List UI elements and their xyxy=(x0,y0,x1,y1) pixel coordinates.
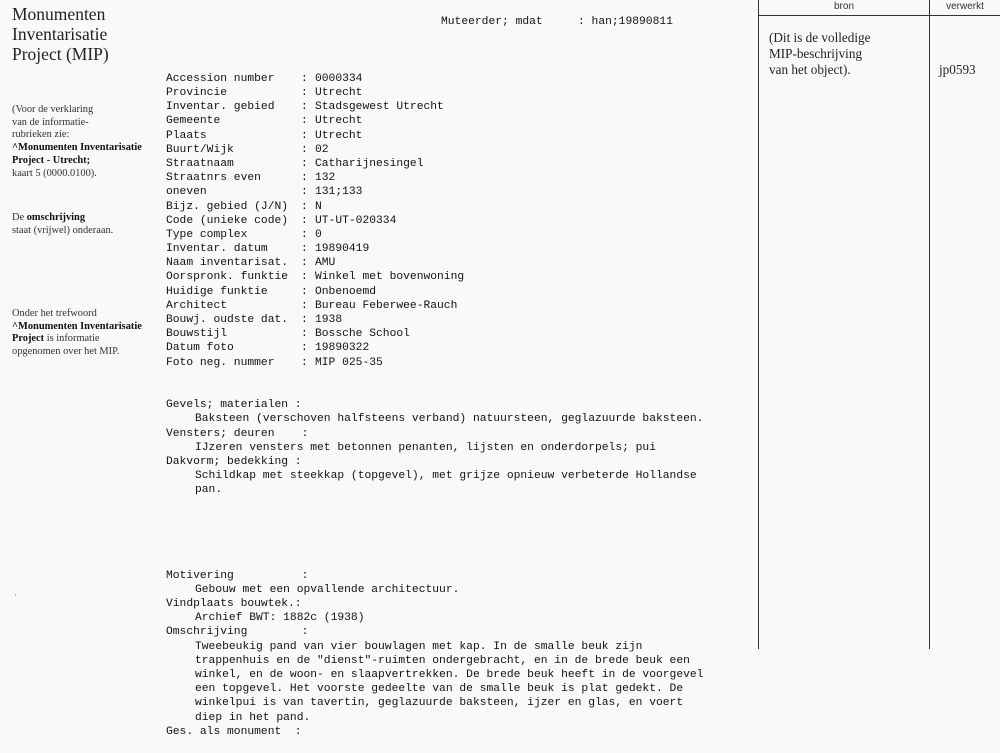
record-field-row xyxy=(166,114,756,128)
record-field-row xyxy=(166,72,756,86)
note-keyword: ^Monumenten Inventarisatie xyxy=(12,320,142,332)
section-label: Dakvorm; bedekking : xyxy=(166,455,302,468)
field-separator: : xyxy=(301,314,308,326)
section-text-line: diep in het pand. xyxy=(195,711,311,724)
note-text: De xyxy=(12,212,27,223)
field-value: MIP 025-35 xyxy=(315,356,383,369)
note-line: rubrieken zie: xyxy=(12,129,70,141)
field-label: oneven xyxy=(166,186,207,199)
record-sections-description xyxy=(166,569,756,739)
field-value: 132 xyxy=(315,172,336,185)
field-value: Utrecht xyxy=(315,115,363,128)
record-field-row xyxy=(166,185,756,199)
page-title xyxy=(12,4,162,64)
field-value: 0 xyxy=(315,228,322,241)
bron-line: van het object). xyxy=(769,61,851,77)
field-value: Onbenoemd xyxy=(315,285,377,298)
record-field-row xyxy=(166,171,756,185)
title-line: Project (MIP) xyxy=(12,44,109,64)
section-label: Omschrijving : xyxy=(166,626,309,639)
field-value: Catharijnesingel xyxy=(315,157,424,170)
section-text-line: Tweebeukig pand van vier bouwlagen met kap. In de smalle beuk zijn xyxy=(195,640,643,653)
bron-line: (Dit is de volledige xyxy=(769,30,871,45)
field-label: Oorspronk. funktie xyxy=(166,271,289,284)
field-value: N xyxy=(315,200,322,213)
verwerkt-value: jp0593 xyxy=(939,62,976,77)
field-label: Type complex xyxy=(166,228,248,241)
field-separator: : xyxy=(301,257,308,270)
field-separator: : xyxy=(301,129,308,142)
field-value: Bossche School xyxy=(315,328,410,341)
title-line: Monumenten xyxy=(12,4,106,24)
field-label: Gemeente xyxy=(166,115,221,128)
record-field-row xyxy=(166,86,756,100)
scan-speck: · xyxy=(14,590,17,600)
field-separator: : xyxy=(301,271,308,284)
field-value: 1938 xyxy=(315,314,343,326)
section-text-line: winkel, en de woon- en slaapvertrekken. De brede beuk heeft in de voorgevel xyxy=(195,669,704,681)
field-value: Winkel met bovenwoning xyxy=(315,271,465,284)
mip-record xyxy=(166,15,756,753)
note-line: Onder het trefwoord xyxy=(12,308,97,319)
record-field-row xyxy=(166,341,756,355)
field-label: Accession number xyxy=(166,72,275,85)
field-separator: : xyxy=(301,72,308,85)
muteerder-label: Muteerder; mdat xyxy=(441,16,543,28)
field-separator: : xyxy=(301,342,308,355)
bron-line: MIP-beschrijving xyxy=(769,45,863,61)
note-keyword: Project xyxy=(12,333,45,345)
field-label: Straatnaam xyxy=(166,157,234,170)
field-label: Provincie xyxy=(166,87,228,99)
section-text-line: winkelpui is van tavertin, geglazuurde baksteen, ijzer en glas, en voert xyxy=(195,697,684,710)
field-separator: : xyxy=(301,172,308,185)
field-label: Inventar. gebied xyxy=(166,101,275,114)
field-label: Straatnrs even xyxy=(166,172,261,185)
field-separator: : xyxy=(301,299,308,312)
section-text-line: Baksteen (verschoven halfsteens verband) natuursteen, geglazuurde baksteen. xyxy=(195,413,704,426)
field-separator: : xyxy=(301,87,308,99)
record-field-row xyxy=(166,242,756,256)
record-field-row xyxy=(166,256,756,270)
column-divider-right xyxy=(929,0,930,649)
field-value: 0000334 xyxy=(315,72,363,85)
record-field-row xyxy=(166,100,756,114)
field-value: AMU xyxy=(315,257,336,270)
legend-note xyxy=(12,104,162,180)
field-label: Buurt/Wijk xyxy=(166,143,234,156)
section-label: Gevels; materialen : xyxy=(166,399,302,412)
record-sections-materials xyxy=(166,398,756,497)
note-text: is informatie xyxy=(44,333,100,345)
field-separator: : xyxy=(301,228,308,241)
field-separator: : xyxy=(301,200,308,213)
record-field-row xyxy=(166,270,756,284)
section-text-line: pan. xyxy=(195,484,223,497)
record-field-row xyxy=(166,143,756,157)
field-label: Plaats xyxy=(166,129,207,142)
record-field-row xyxy=(166,299,756,313)
section-text-line: IJzeren vensters met betonnen penanten, lijsten en onderdorpels; pui xyxy=(195,441,656,454)
section-text-line: Schildkap met steekkap (topgevel), met grijze opnieuw verbeterde Hollandse xyxy=(195,470,697,483)
record-field-row xyxy=(166,327,756,341)
record-field-row xyxy=(166,200,756,214)
record-field-row xyxy=(166,129,756,143)
field-separator: : xyxy=(301,214,308,227)
field-value: 131;133 xyxy=(315,186,363,199)
note-line: opgenomen over het MIP. xyxy=(12,346,120,358)
muteerder-value: : han;19890811 xyxy=(578,16,673,28)
blank-line xyxy=(166,526,756,540)
field-label: Naam inventarisat. xyxy=(166,257,289,270)
field-label: Bouwj. oudste dat. xyxy=(166,314,289,326)
section-text-line: Gebouw met een opvallende architectuur. xyxy=(195,583,460,596)
note-keyword: omschrijving xyxy=(26,212,86,223)
field-separator: : xyxy=(301,356,308,369)
field-label: Bijz. gebied (J/N) xyxy=(166,200,289,213)
section-text-line: een topgevel. Het voorste gedeelte van de smalle beuk is plat gedekt. De xyxy=(195,683,684,696)
field-separator: : xyxy=(301,243,308,256)
field-value: Bureau Feberwee-Rauch xyxy=(315,299,458,312)
record-field-row xyxy=(166,157,756,171)
field-label: Huidige funktie xyxy=(166,285,268,298)
field-separator: : xyxy=(301,157,308,170)
field-value: Stadsgewest Utrecht xyxy=(315,101,444,114)
verwerkt-header: verwerkt xyxy=(946,1,984,12)
field-separator: : xyxy=(301,186,308,199)
record-field-row xyxy=(166,214,756,228)
field-label: Datum foto xyxy=(166,342,234,355)
record-field-row xyxy=(166,356,756,370)
description-note xyxy=(12,212,162,237)
section-label: Motivering : xyxy=(166,569,309,582)
field-separator: : xyxy=(301,143,308,156)
section-label: Ges. als monument : xyxy=(166,725,302,738)
record-field-row xyxy=(166,313,756,327)
section-label: Vensters; deuren : xyxy=(166,427,309,440)
field-separator: : xyxy=(301,101,308,114)
section-text-line: trappenhuis en de "dienst"-ruimten ondergebracht, en in de brede beuk een xyxy=(195,654,690,667)
title-line: Inventarisatie xyxy=(12,24,108,44)
field-label: Bouwstijl xyxy=(166,328,228,341)
header-rule xyxy=(758,15,1000,16)
section-label: Vindplaats bouwtek.: xyxy=(166,597,302,610)
field-label: Inventar. datum xyxy=(166,243,268,256)
note-line: (Voor de verklaring xyxy=(12,104,94,115)
field-separator: : xyxy=(301,285,308,298)
column-divider-left xyxy=(758,0,759,649)
note-line: kaart 5 (0000.0100). xyxy=(12,167,97,179)
field-value: 19890322 xyxy=(315,342,370,355)
record-fields xyxy=(166,72,756,370)
note-reference: Project - Utrecht; xyxy=(12,154,91,166)
bron-note xyxy=(769,30,919,77)
field-separator: : xyxy=(301,328,308,341)
field-label: Architect xyxy=(166,299,228,312)
field-value: Utrecht xyxy=(315,87,363,99)
field-value: UT-UT-020334 xyxy=(315,214,397,227)
field-value: 02 xyxy=(315,143,329,156)
note-line: staat (vrijwel) onderaan. xyxy=(12,224,114,236)
bron-header: bron xyxy=(833,1,854,12)
section-text-line: Archief BWT: 1882c (1938) xyxy=(195,612,365,625)
field-label: Code (unieke code) xyxy=(166,214,289,227)
field-separator: : xyxy=(301,115,308,128)
field-value: 19890419 xyxy=(315,243,370,256)
note-reference: ^Monumenten Inventarisatie xyxy=(12,142,142,154)
keyword-note xyxy=(12,308,162,359)
field-value: Utrecht xyxy=(315,129,363,142)
record-field-row xyxy=(166,285,756,299)
record-field-row xyxy=(166,228,756,242)
note-line: van de informatie- xyxy=(12,116,89,128)
field-label: Foto neg. nummer xyxy=(166,356,275,369)
